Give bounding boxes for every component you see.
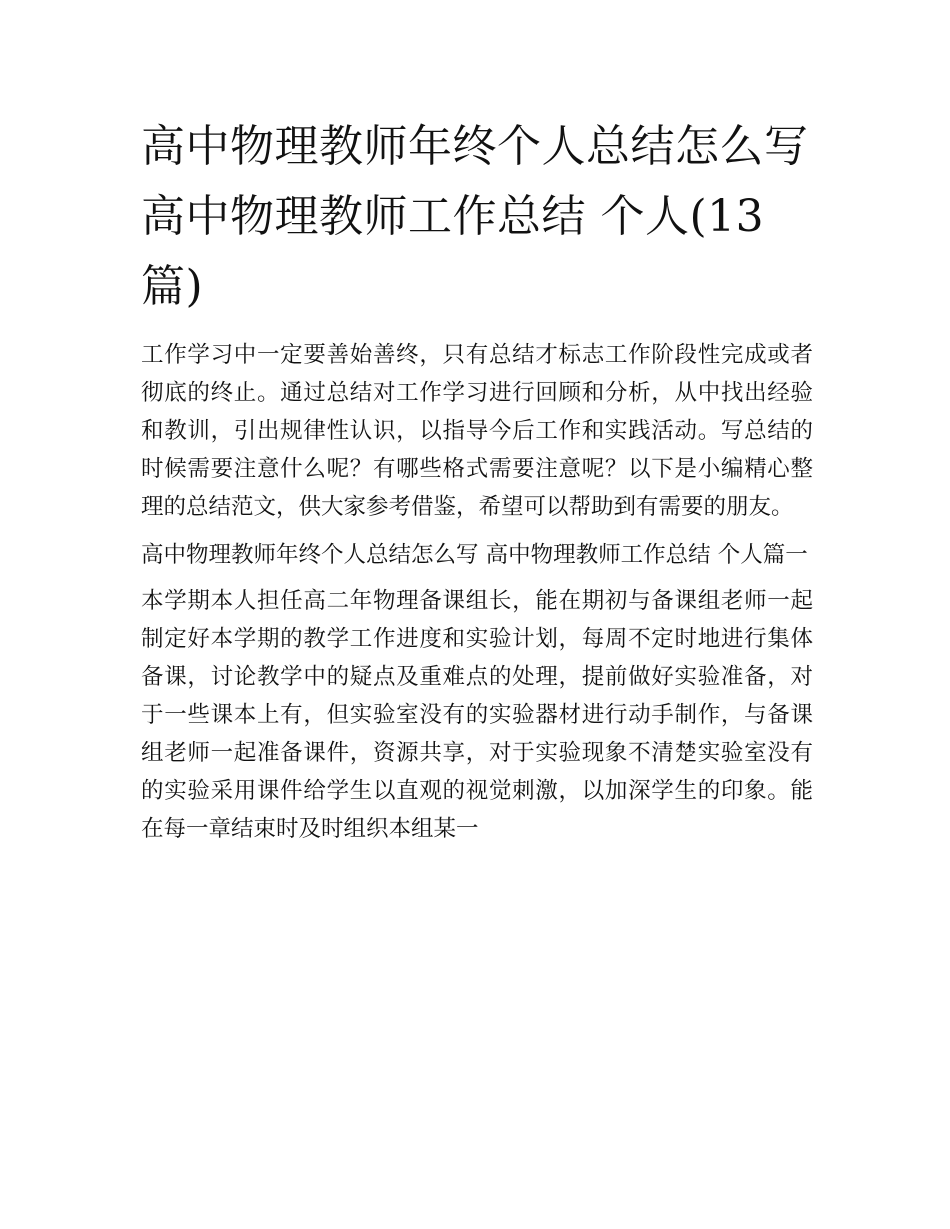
body-paragraph: 本学期本人担任高二年物理备课组长，能在期初与备课组老师一起制定好本学期的教学工作进度和实验计划，每周不定时地进行集体备课，讨论教学中的疑点及重难点的处理，提前做好实验准备，对于一些课本上有，但实验室没有的实验器材进行动手制作，与备课组老师一起准备课件，资源共享，对于实验现象不清楚实验室没有的实验采用课件给学生以直观的视觉刺激，以加深学生的印象。能在每一章结束时及时组织本组某一 [141,588,813,842]
section-heading: 高中物理教师年终个人总结怎么写 高中物理教师工作总结 个人篇一 [141,542,808,568]
intro-paragraph: 工作学习中一定要善始善终，只有总结才标志工作阶段性完成或者彻底的终止。通过总结对工作学习进行回顾和分析，从中找出经验和教训，引出规律性认识，以指导今后工作和实践活动。写总结的时候需要注意什么呢？有哪些格式需要注意呢？以下是小编精心整理的总结范文，供大家参考借鉴，希望可以帮助到有需要的朋友。 [141,342,813,520]
document-page [141,112,813,858]
document-title: 高中物理教师年终个人总结怎么写 高中物理教师工作总结 个人(13 篇) [141,121,809,312]
